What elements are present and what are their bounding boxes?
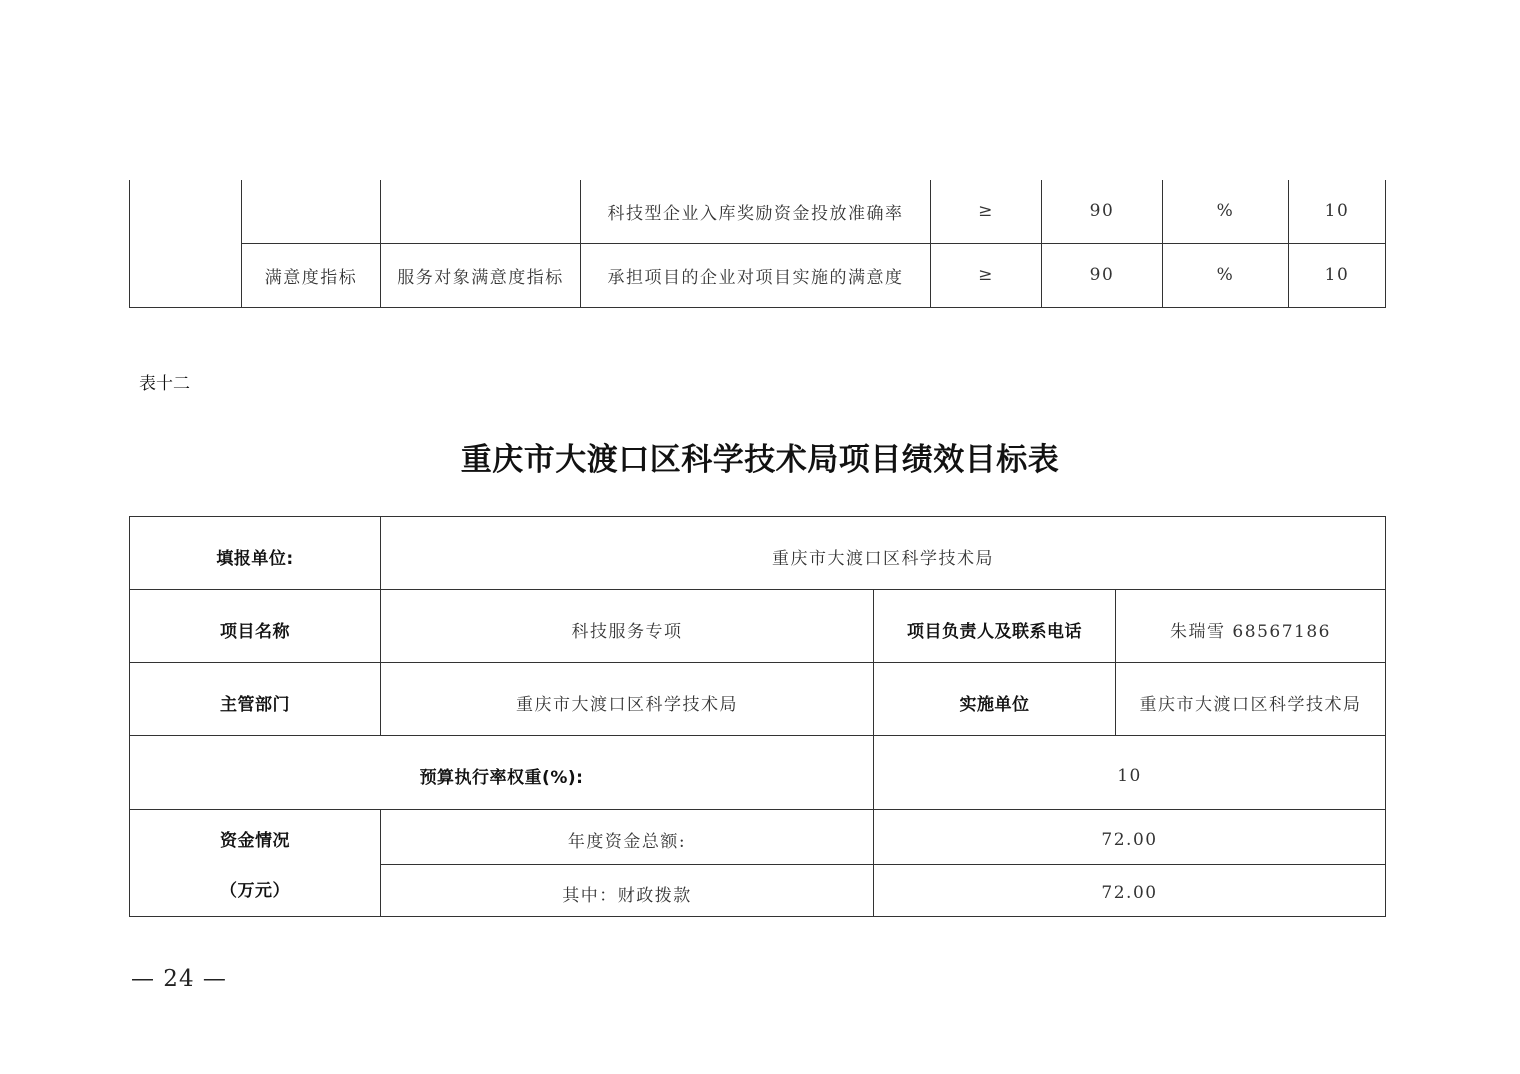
- blank-cell: [130, 180, 242, 307]
- budget-weight-label: 预算执行率权重(%):: [130, 736, 874, 810]
- weight-cell: 10: [1289, 243, 1386, 307]
- table-row: [130, 736, 1386, 810]
- funds-label: [130, 810, 381, 917]
- annual-total-label: 年度资金总额:: [381, 810, 874, 865]
- previous-indicator-table: [129, 180, 1386, 308]
- table-label: 表十二: [139, 374, 190, 394]
- project-name-value: 科技服务专项: [381, 590, 874, 663]
- table-row: [130, 590, 1386, 663]
- weight-cell: 10: [1289, 180, 1386, 243]
- department-label: 主管部门: [130, 663, 381, 736]
- contact-label: 项目负责人及联系电话: [874, 590, 1116, 663]
- fiscal-label: 其中：财政拨款: [381, 864, 874, 917]
- unit-cell: %: [1163, 180, 1289, 243]
- implementer-value: 重庆市大渡口区科学技术局: [1116, 663, 1386, 736]
- level2-cell: 服务对象满意度指标: [381, 243, 581, 307]
- page-number: — 24 —: [131, 966, 227, 992]
- indicator-cell: 科技型企业入库奖励资金投放准确率: [581, 180, 931, 243]
- indicator-cell: 承担项目的企业对项目实施的满意度: [581, 243, 931, 307]
- funds-label-line2: （万元）: [220, 881, 290, 901]
- project-name-label: 项目名称: [130, 590, 381, 663]
- table-row: [130, 810, 1386, 865]
- level2-cell: [381, 180, 581, 243]
- target-cell: 90: [1042, 243, 1163, 307]
- table-row: [130, 243, 1386, 307]
- level1-cell: [242, 180, 381, 243]
- implementer-label: 实施单位: [874, 663, 1116, 736]
- fiscal-value: 72.00: [874, 864, 1386, 917]
- table-row: [130, 180, 1386, 243]
- table-row: [130, 517, 1386, 590]
- department-value: 重庆市大渡口区科学技术局: [381, 663, 874, 736]
- funds-label-line1: 资金情况: [220, 831, 290, 851]
- budget-weight-value: 10: [874, 736, 1386, 810]
- annual-total-value: 72.00: [874, 810, 1386, 865]
- contact-value: 朱瑞雪 68567186: [1116, 590, 1386, 663]
- target-cell: 90: [1042, 180, 1163, 243]
- reporting-unit-value: 重庆市大渡口区科学技术局: [381, 517, 1386, 590]
- unit-cell: %: [1163, 243, 1289, 307]
- reporting-unit-label: 填报单位:: [130, 517, 381, 590]
- document-title: 重庆市大渡口区科学技术局项目绩效目标表: [460, 442, 1060, 478]
- performance-target-table: [129, 516, 1386, 917]
- operator-cell: ≥: [931, 243, 1042, 307]
- table-row: [130, 663, 1386, 736]
- operator-cell: ≥: [931, 180, 1042, 243]
- level1-cell: 满意度指标: [242, 243, 381, 307]
